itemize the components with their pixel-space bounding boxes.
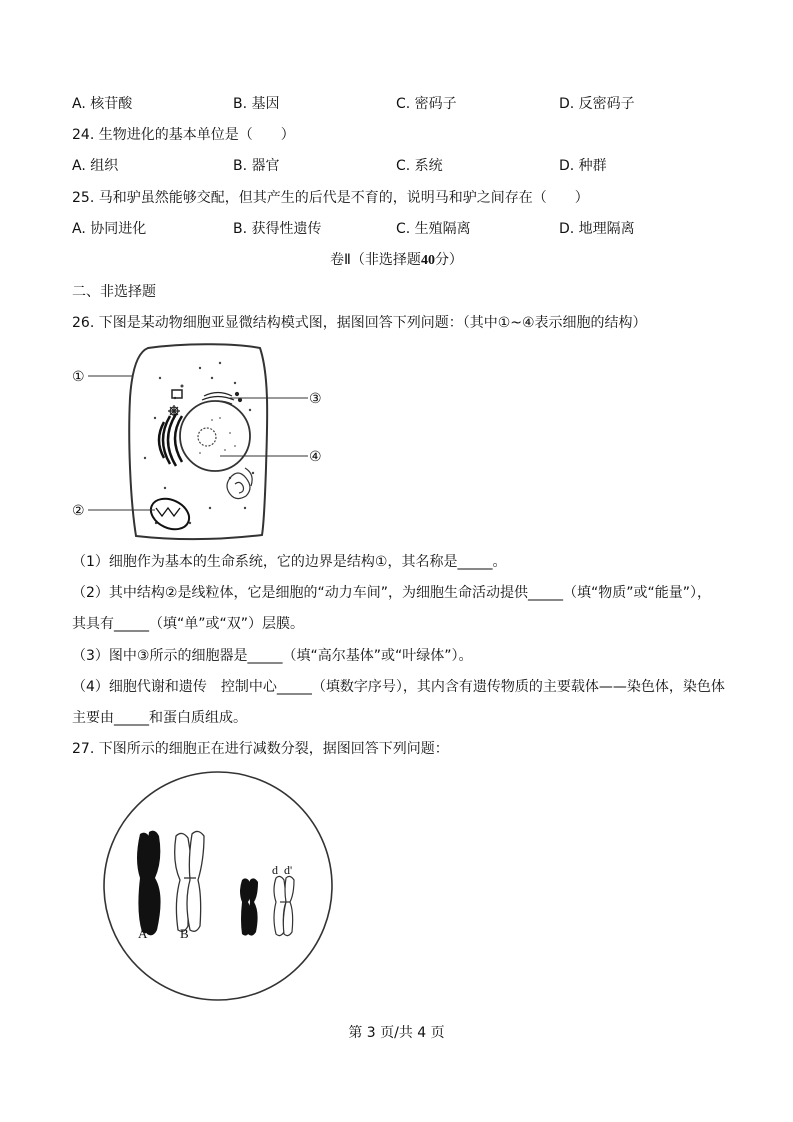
q23-option-d: D. 反密码子 [559, 96, 635, 112]
cell-label-1: ① [72, 370, 85, 385]
chromosome-a [137, 831, 161, 936]
q26-sub2-line2: 其具有_____（填“单”或“双”）层膜。 [72, 616, 305, 632]
cell-outline [104, 772, 332, 1000]
cell-label-3: ③ [309, 392, 322, 407]
chromosome-small-dark [240, 878, 258, 935]
cell-label-4: ④ [309, 450, 322, 465]
q23-option-b: B. 基因 [233, 96, 280, 112]
q25-stem: 25. 马和驴虽然能够交配，但其产生的后代是不育的，说明马和驴之间存在（ ） [72, 190, 589, 206]
q26-sub3: （3）图中③所示的细胞器是_____（填“高尔基体”或“叶绿体”）。 [72, 648, 473, 664]
q23-option-a: A. 核苷酸 [72, 96, 133, 112]
q25-option-c: C. 生殖隔离 [396, 221, 471, 237]
q24-option-a: A. 组织 [72, 158, 119, 174]
q26-sub4-line1: （4）细胞代谢和遗传 控制中心_____（填数字序号），其内含有遗传物质的主要载体——染色体，染色体 [72, 679, 725, 695]
page-footer: 第 3 页/共 4 页 [348, 1025, 445, 1041]
q23-option-c: C. 密码子 [396, 96, 457, 112]
animal-cell-diagram [70, 338, 332, 544]
label-b: B [180, 926, 189, 941]
meiosis-cell-diagram [100, 770, 340, 1010]
q26-sub1: （1）细胞作为基本的生命系统，它的边界是结构①，其名称是_____。 [72, 554, 507, 570]
q24-stem: 24. 生物进化的基本单位是（ ） [72, 127, 295, 143]
q24-option-d: D. 种群 [559, 158, 607, 174]
q27-stem: 27. 下图所示的细胞正在进行减数分裂，据图回答下列问题： [72, 741, 449, 757]
q26-sub2-line1: （2）其中结构②是线粒体，它是细胞的“动力车间”，为细胞生命活动提供_____（填“物质”或“能量”）， [72, 585, 711, 601]
q26-stem: 26. 下图是某动物细胞亚显微结构模式图，据图回答下列问题：（其中①~④表示细胞的结构） [72, 315, 647, 331]
label-a: A [138, 926, 148, 941]
part2-title [0, 250, 793, 271]
nucleus [180, 401, 250, 471]
part2-title-prefix: 卷Ⅱ（非选择题 [330, 252, 421, 268]
cell-label-2: ② [72, 504, 85, 519]
part2-title-score: 40 [420, 253, 435, 268]
q24-option-b: B. 器官 [233, 158, 280, 174]
q26-sub4-line2: 主要由_____和蛋白质组成。 [72, 710, 247, 726]
q25-option-b: B. 获得性遗传 [233, 221, 322, 237]
label-d-prime: d' [284, 863, 293, 877]
section-heading: 二、非选择题 [72, 284, 156, 300]
q25-option-d: D. 地理隔离 [559, 221, 635, 237]
part2-title-suffix: 分） [434, 252, 463, 268]
chromosome-small-light [274, 876, 294, 935]
q25-option-a: A. 协同进化 [72, 221, 147, 237]
label-d: d [272, 863, 278, 877]
q24-option-c: C. 系统 [396, 158, 443, 174]
